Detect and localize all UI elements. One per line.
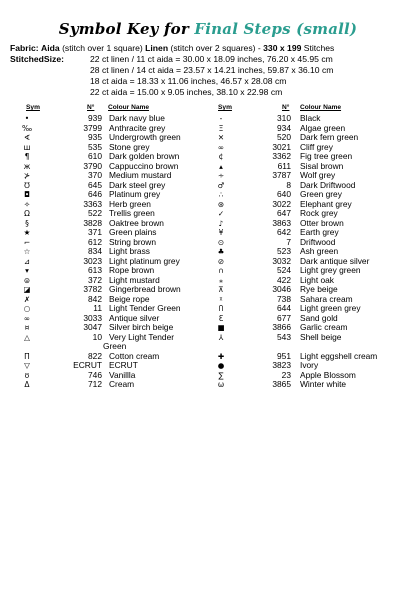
header-name-left: Colour Name xyxy=(108,104,150,111)
symbol-glyph: ▾ xyxy=(25,266,29,275)
colour-name: Ash green xyxy=(300,246,339,256)
symbol-glyph: Ⴖ xyxy=(218,304,224,313)
floss-number: 523 xyxy=(277,246,291,256)
symbol-glyph: ⊁ xyxy=(23,171,31,180)
floss-number: 647 xyxy=(277,208,291,218)
floss-number: 951 xyxy=(277,350,291,361)
colour-name: Rye beige xyxy=(300,284,338,294)
floss-number: 834 xyxy=(88,246,102,256)
colour-name: Antique silver xyxy=(109,312,160,323)
symbol-glyph: - xyxy=(219,114,223,123)
symbol-glyph: ✚ xyxy=(217,351,225,361)
floss-number: 645 xyxy=(88,179,102,190)
floss-number: 23 xyxy=(281,369,291,380)
table-row xyxy=(0,152,416,161)
symbol-glyph: ω xyxy=(217,380,225,389)
floss-number: 939 xyxy=(88,113,102,123)
symbol-glyph: ∞ xyxy=(217,142,225,152)
floss-number: 3046 xyxy=(272,284,291,294)
colour-name: ECRUT xyxy=(109,360,138,370)
symbol-glyph: ● xyxy=(217,361,225,370)
floss-number: 613 xyxy=(88,265,102,275)
colour-name: Beige rope xyxy=(109,293,150,304)
symbol-glyph: ∩ xyxy=(218,266,224,275)
floss-number: 310 xyxy=(277,113,291,123)
floss-number: 3047 xyxy=(83,322,102,332)
colour-name: Fig tree green xyxy=(300,151,353,161)
colour-name: Earth grey xyxy=(300,227,339,237)
fabric-label: Fabric: xyxy=(10,43,39,53)
size-line: 18 ct aida = 18.33 x 11.06 inches, 46.57 x 28.08 cm xyxy=(90,76,287,86)
table-row xyxy=(0,181,416,190)
floss-number: 3866 xyxy=(272,322,291,332)
symbol-glyph: ‰ xyxy=(21,123,33,133)
colour-name: Ivory xyxy=(300,360,319,370)
symbol-glyph: ⁎ xyxy=(219,275,223,285)
floss-number: 370 xyxy=(88,170,102,180)
floss-number: 3362 xyxy=(272,151,291,161)
colour-name: Dark golden brown xyxy=(109,151,180,161)
symbol-glyph: ⌐ xyxy=(23,237,31,247)
colour-name: Algae green xyxy=(300,122,346,133)
colour-name: Light Tender Green xyxy=(109,303,181,313)
symbol-glyph: § xyxy=(25,218,29,228)
table-row xyxy=(0,200,416,209)
colour-name: String brown xyxy=(109,236,157,247)
colour-name: Driftwood xyxy=(300,236,336,247)
symbol-glyph: ⊛ xyxy=(217,199,225,209)
floss-number: 3782 xyxy=(83,284,102,294)
table-row xyxy=(0,143,416,152)
title-pattern-name: Final Steps (small) xyxy=(194,20,358,38)
symbol-glyph: ♣ xyxy=(217,247,225,256)
symbol-glyph: ℧ xyxy=(24,180,30,190)
floss-number: 535 xyxy=(88,141,102,152)
colour-name: Dark antique silver xyxy=(300,255,370,266)
floss-number: 10 xyxy=(92,331,102,342)
table-row xyxy=(0,371,416,380)
floss-number: 522 xyxy=(88,208,102,218)
fabric-aida-note: (stitch over 1 square) xyxy=(62,43,143,53)
symbol-glyph: Δ xyxy=(24,380,30,389)
floss-number: 371 xyxy=(88,227,102,237)
table-row xyxy=(0,266,416,275)
symbol-glyph: ш xyxy=(23,142,31,152)
colour-name: Dark Driftwood xyxy=(300,179,356,190)
symbol-glyph: ✓ xyxy=(217,209,225,218)
table-row xyxy=(0,314,416,323)
symbol-glyph: ∴ xyxy=(218,190,224,199)
table-row xyxy=(0,162,416,171)
symbol-glyph: ᵡ xyxy=(219,294,223,304)
colour-name: Shell beige xyxy=(300,331,342,342)
colour-name: Sand gold xyxy=(300,312,338,323)
colour-name: Green plains xyxy=(109,227,157,237)
table-row xyxy=(0,209,416,218)
colour-name: Light brass xyxy=(109,246,150,256)
table-row xyxy=(0,285,416,294)
symbol-glyph: ◘ xyxy=(24,190,30,199)
table-row xyxy=(0,219,416,228)
symbol-glyph: ⊘ xyxy=(217,256,225,266)
colour-name: Otter brown xyxy=(300,217,344,228)
colour-name: Platinum grey xyxy=(109,189,161,199)
symbol-glyph: △ xyxy=(24,332,30,342)
symbol-glyph: ▴ xyxy=(219,161,223,171)
floss-number: 611 xyxy=(277,160,291,171)
colour-name: Anthracite grey xyxy=(109,122,166,133)
symbol-glyph: ⊙ xyxy=(217,237,225,247)
floss-number: 543 xyxy=(277,331,291,342)
floss-number: ECRUT xyxy=(73,360,102,370)
size-line: 28 ct linen / 14 ct aida = 23.57 x 14.21 inches, 59.87 x 36.10 cm xyxy=(90,65,334,75)
floss-number: 3022 xyxy=(272,198,291,209)
symbol-glyph: ⅄ xyxy=(218,332,224,342)
floss-number: 3787 xyxy=(272,170,291,180)
colour-name: Sisal brown xyxy=(300,160,344,171)
colour-name: Elephant grey xyxy=(300,198,352,209)
symbol-glyph: Π xyxy=(24,351,30,361)
colour-name: Oaktree brown xyxy=(109,217,164,228)
symbol-glyph: ¢ xyxy=(218,152,224,161)
floss-number: 642 xyxy=(277,227,291,237)
fabric-aida: Aida xyxy=(41,43,60,53)
floss-number: 842 xyxy=(88,293,102,304)
header-sym-right: Sym xyxy=(218,104,232,111)
colour-name: Herb green xyxy=(109,198,151,209)
floss-number: 3363 xyxy=(83,198,102,209)
floss-number: 610 xyxy=(88,151,102,161)
colour-name-continued: Green xyxy=(103,341,127,351)
symbol-glyph: ▽ xyxy=(24,361,30,370)
colour-name: Cliff grey xyxy=(300,141,333,152)
table-row xyxy=(0,114,416,123)
colour-name: Gingerbread brown xyxy=(109,284,181,294)
table-row xyxy=(0,133,416,142)
page-title xyxy=(0,20,416,38)
stitched-size-label: StitchedSize: xyxy=(10,54,64,64)
colour-name: Garlic cream xyxy=(300,322,348,332)
floss-number: 3865 xyxy=(272,379,291,389)
floss-number: 7 xyxy=(286,236,291,247)
floss-number: 3033 xyxy=(83,312,102,323)
floss-number: 422 xyxy=(277,274,291,285)
symbol-glyph: Ɛ xyxy=(218,313,224,323)
colour-name: Rope brown xyxy=(109,265,155,275)
fabric-linen: Linen xyxy=(145,43,169,53)
fabric-dims: 330 x 199 xyxy=(263,43,302,53)
floss-number: 524 xyxy=(277,265,291,275)
floss-number: 3799 xyxy=(83,122,102,133)
table-row xyxy=(0,304,416,313)
colour-name: Wolf grey xyxy=(300,170,336,180)
symbol-glyph: ♪ xyxy=(218,218,224,228)
table-row xyxy=(0,228,416,237)
symbol-glyph: ж xyxy=(23,161,31,171)
colour-name: Stone grey xyxy=(109,141,150,152)
symbol-glyph: ☆ xyxy=(23,247,31,256)
table-row xyxy=(0,171,416,180)
symbol-glyph: ■ xyxy=(217,323,225,332)
symbol-glyph: • xyxy=(24,114,30,123)
colour-name: Very Light Tender xyxy=(109,331,175,342)
colour-name: Apple Blossom xyxy=(300,369,356,380)
symbol-glyph: ✧ xyxy=(23,199,31,209)
title-prefix: Symbol Key for xyxy=(58,20,189,38)
symbol-glyph: ʊ xyxy=(24,370,30,380)
table-row xyxy=(0,190,416,199)
symbol-glyph: ⊜ xyxy=(23,275,31,285)
symbol-glyph: ¶ xyxy=(24,152,30,161)
floss-number: 3023 xyxy=(83,255,102,266)
fabric-dims-suffix: Stitches xyxy=(303,43,335,53)
symbol-glyph: ⊿ xyxy=(23,256,31,266)
colour-name: Light green grey xyxy=(300,303,361,313)
floss-number: 11 xyxy=(93,303,102,313)
colour-name: Cotton cream xyxy=(109,350,160,361)
floss-number: 612 xyxy=(88,236,102,247)
colour-name: Trellis green xyxy=(109,208,155,218)
size-line: 22 ct linen / 11 ct aida = 30.00 x 18.09 inches, 76.20 x 45.95 cm xyxy=(90,54,333,64)
symbol-glyph: ∞ xyxy=(23,313,31,323)
symbol-glyph: ○ xyxy=(23,304,31,313)
floss-number: 3863 xyxy=(272,217,291,228)
header-num-left: N° xyxy=(87,104,95,111)
fabric-line xyxy=(10,43,334,53)
colour-name: Silver birch beige xyxy=(109,322,174,332)
table-row xyxy=(0,380,416,389)
colour-name: Undergrowth green xyxy=(109,132,181,142)
floss-number: 640 xyxy=(277,189,291,199)
colour-name: Medium mustard xyxy=(109,170,172,180)
table-row xyxy=(0,323,416,332)
symbol-glyph: ✕ xyxy=(217,133,225,142)
colour-name: Dark steel grey xyxy=(109,179,166,190)
symbol-glyph: ∻ xyxy=(217,171,225,180)
floss-number: 3823 xyxy=(272,360,291,370)
floss-number: 822 xyxy=(88,350,102,361)
floss-number: 712 xyxy=(88,379,102,389)
header-name-right: Colour Name xyxy=(300,104,342,111)
floss-number: 746 xyxy=(88,369,102,380)
colour-name: Cream xyxy=(109,379,135,389)
floss-number: 935 xyxy=(88,132,102,142)
size-line: 22 ct aida = 15.00 x 9.05 inches, 38.10 x 22.98 cm xyxy=(90,87,283,97)
floss-number: 520 xyxy=(277,132,291,142)
symbol-glyph: ¤ xyxy=(24,323,30,332)
table-row xyxy=(0,238,416,247)
floss-number: 677 xyxy=(277,312,291,323)
colour-name: Sahara cream xyxy=(300,293,353,304)
floss-number: 3032 xyxy=(272,255,291,266)
symbol-glyph: ✗ xyxy=(23,294,31,304)
table-row xyxy=(0,361,416,370)
colour-name: Light platinum grey xyxy=(109,255,180,266)
floss-number: 738 xyxy=(277,293,291,304)
symbol-glyph: ⊼ xyxy=(218,285,224,294)
symbol-glyph: ¥ xyxy=(218,228,224,237)
floss-number: 646 xyxy=(88,189,102,199)
colour-name: Light eggshell cream xyxy=(300,350,378,361)
table-row xyxy=(0,352,416,361)
table-row xyxy=(0,276,416,285)
colour-name: Light mustard xyxy=(109,274,160,285)
colour-name: Dark navy blue xyxy=(109,113,165,123)
table-row xyxy=(0,333,416,342)
fabric-linen-note: (stitch over 2 squares) - xyxy=(170,43,261,53)
symbol-glyph: Ξ xyxy=(218,123,224,133)
floss-number: 644 xyxy=(277,303,291,313)
floss-number: 934 xyxy=(277,122,291,133)
header-sym-left: Sym xyxy=(26,104,40,111)
symbol-glyph: ∢ xyxy=(23,133,31,142)
colour-name: Black xyxy=(300,113,321,123)
table-row xyxy=(0,247,416,256)
header-num-right: N° xyxy=(282,104,290,111)
symbol-glyph: Ω xyxy=(24,209,30,218)
symbol-glyph: ★ xyxy=(23,228,31,237)
colour-name: Rock grey xyxy=(300,208,338,218)
floss-number: 3021 xyxy=(272,141,291,152)
symbol-glyph: ◪ xyxy=(23,285,31,294)
colour-name: Vanillla xyxy=(109,369,136,380)
colour-name: Green grey xyxy=(300,189,342,199)
symbol-glyph: ♂ xyxy=(217,180,225,190)
floss-number: 3828 xyxy=(83,217,102,228)
colour-name: Light oak xyxy=(300,274,334,285)
floss-number: 372 xyxy=(88,274,102,285)
symbol-glyph: ∑ xyxy=(218,370,224,380)
floss-number: 8 xyxy=(286,179,291,190)
colour-name: Cappuccino brown xyxy=(109,160,179,171)
colour-name: Winter white xyxy=(300,379,347,389)
floss-number: 3790 xyxy=(83,160,102,171)
colour-name: Light grey green xyxy=(300,265,361,275)
colour-name: Dark fern green xyxy=(300,132,359,142)
